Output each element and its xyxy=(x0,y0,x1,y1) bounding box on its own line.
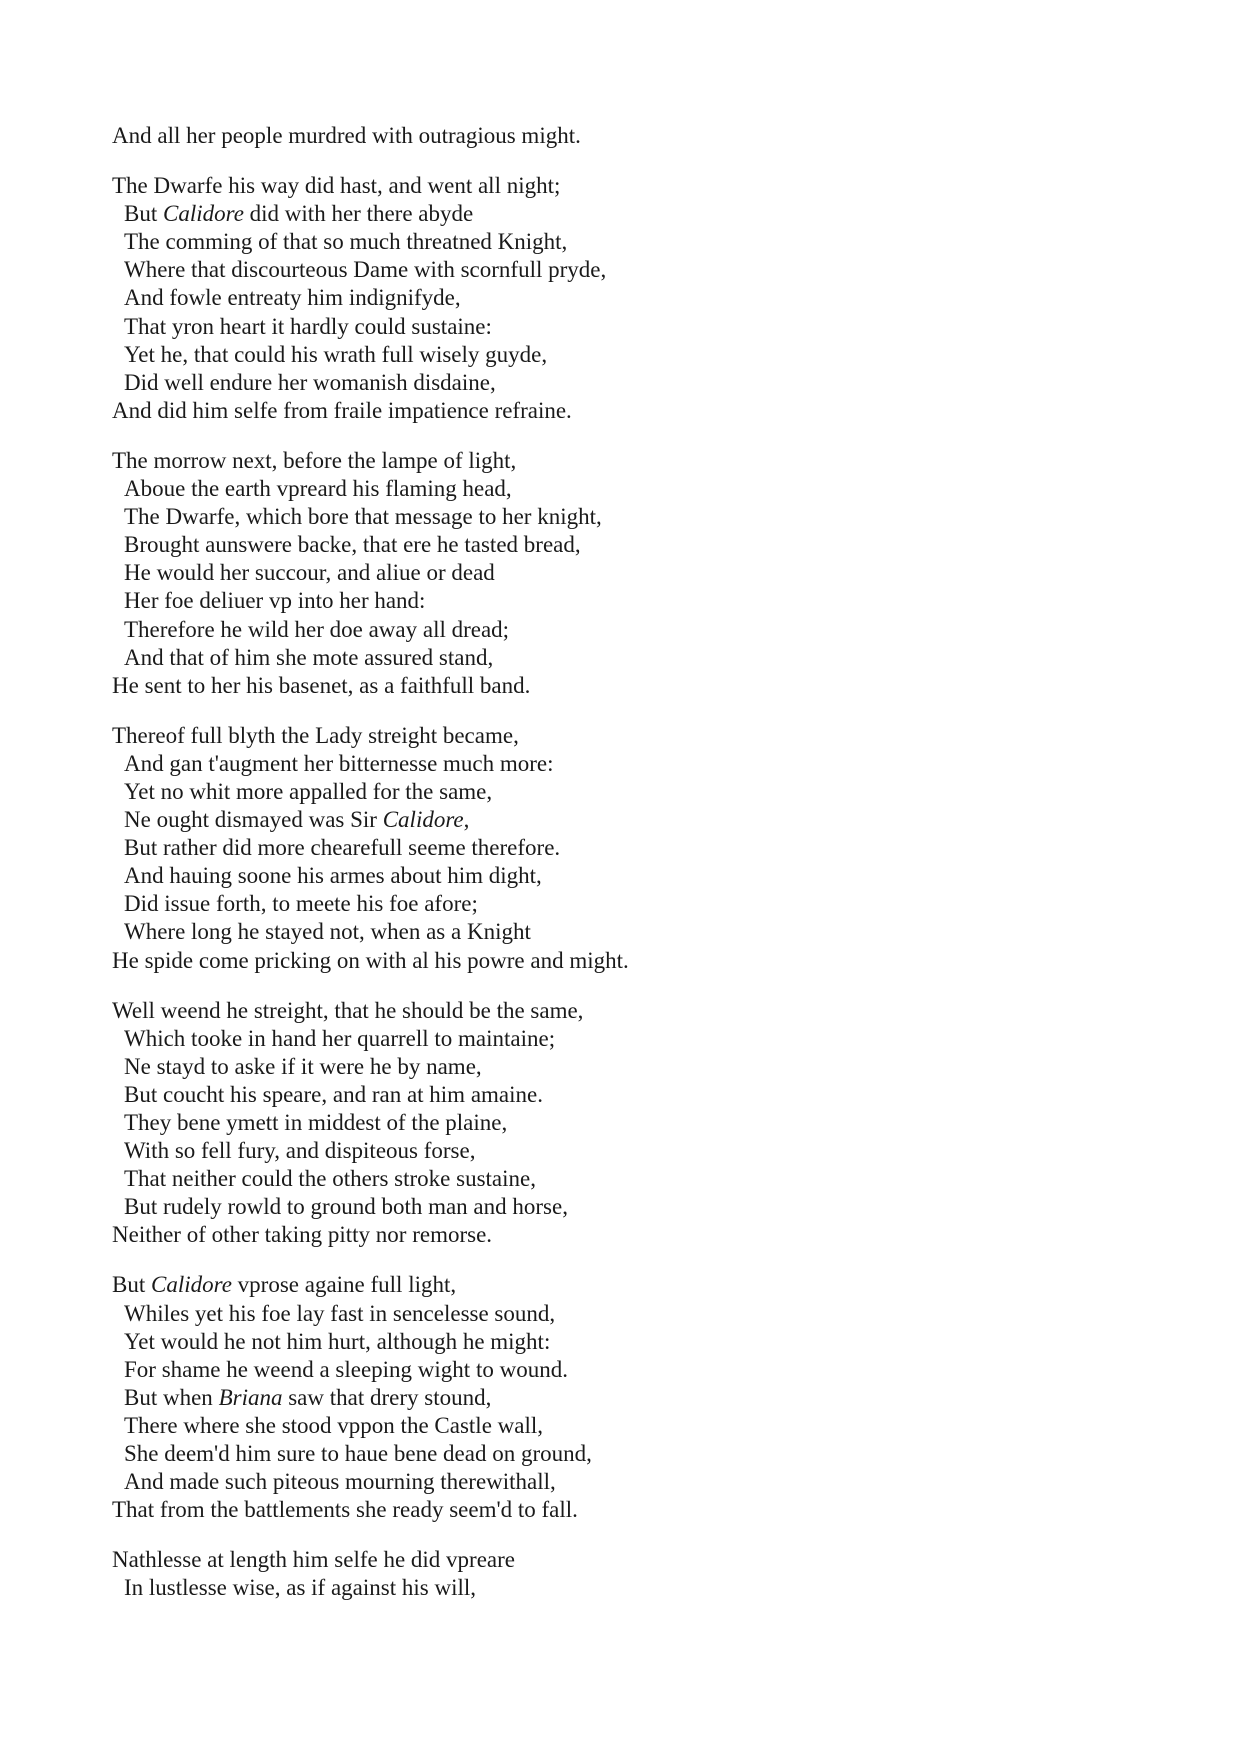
poem-line: He would her succour, and aliue or dead xyxy=(124,560,495,586)
line-text: But xyxy=(124,201,163,227)
italic-name: Calidore xyxy=(150,1272,232,1298)
poem-line: The morrow next, before the lampe of light, xyxy=(112,447,517,473)
stanza-gap xyxy=(112,150,1172,172)
poem-line: Where long he stayed not, when as a Knight xyxy=(124,919,531,945)
poem-line: Well weend he streight, that he should be the same, xyxy=(112,997,584,1023)
poem-line: That neither could the others stroke sustaine, xyxy=(124,1166,536,1192)
poem-line: Where that discourteous Dame with scornfull pryde, xyxy=(124,257,607,283)
poem-line xyxy=(112,1384,1172,1412)
poem-line: He sent to her his basenet, as a faithfull band. xyxy=(112,672,531,698)
line-text: saw that drery stound, xyxy=(282,1384,492,1410)
poem-line: She deem'd him sure to haue bene dead on ground, xyxy=(124,1441,592,1467)
poem-line xyxy=(112,806,1172,834)
poem-line: With so fell fury, and dispiteous forse, xyxy=(124,1138,476,1164)
line-text: Ne ought dismayed was Sir xyxy=(124,807,383,833)
stanza-gap xyxy=(112,1524,1172,1546)
poem-line: That from the battlements she ready seem'd to fall. xyxy=(112,1497,578,1523)
poem-line: Neither of other taking pitty nor remorse. xyxy=(112,1222,493,1248)
line-text: did with her there abyde xyxy=(243,201,474,227)
poem-line: And that of him she mote assured stand, xyxy=(124,644,494,670)
poem-line: And all her people murdred with outragious might. xyxy=(112,123,581,148)
poem-line: Ne stayd to aske if it were he by name, xyxy=(124,1053,482,1079)
stanza xyxy=(112,172,1172,425)
poem-line: But rudely rowld to ground both man and horse, xyxy=(124,1194,568,1220)
poem-line: And gan t'augment her bitternesse much more: xyxy=(124,750,554,776)
poem-line: The Dwarfe, which bore that message to her knight, xyxy=(124,504,602,530)
stanza xyxy=(112,122,1172,150)
poem-line: But coucht his speare, and ran at him amaine. xyxy=(124,1081,543,1107)
line-text: vprose againe full light, xyxy=(231,1272,457,1298)
poem-line: Did well endure her womanish disdaine, xyxy=(124,369,496,395)
stanza xyxy=(112,447,1172,700)
italic-name: Calidore xyxy=(382,807,464,833)
line-text: , xyxy=(463,807,470,833)
stanza xyxy=(112,722,1172,975)
stanza-gap xyxy=(112,700,1172,722)
poem-line: But rather did more chearefull seeme therefore. xyxy=(124,835,561,861)
italic-name: Calidore xyxy=(162,201,244,227)
poem-line: In lustlesse wise, as if against his will, xyxy=(124,1575,476,1601)
poem-line: And made such piteous mourning therewithall, xyxy=(124,1469,556,1495)
stanza-gap xyxy=(112,1249,1172,1271)
poem-line: And did him selfe from fraile impatience refraine. xyxy=(112,397,572,423)
poem-line: Yet would he not him hurt, although he might: xyxy=(124,1328,551,1354)
poem-line: Therefore he wild her doe away all dread; xyxy=(124,616,510,642)
poem-line: Aboue the earth vpreard his flaming head, xyxy=(124,476,512,502)
poem-line: He spide come pricking on with al his powre and might. xyxy=(112,947,629,973)
poem-line: Nathlesse at length him selfe he did vpreare xyxy=(112,1547,515,1573)
poem-line: And fowle entreaty him indignifyde, xyxy=(124,285,461,311)
poem-line: And hauing soone his armes about him dight, xyxy=(124,863,542,889)
poem-line: That yron heart it hardly could sustaine: xyxy=(124,313,492,339)
poem-line: Thereof full blyth the Lady streight became, xyxy=(112,722,519,748)
poem-line: There where she stood vppon the Castle wall, xyxy=(124,1412,543,1438)
poem-line: For shame he weend a sleeping wight to wound. xyxy=(124,1356,568,1382)
stanza xyxy=(112,1546,1172,1602)
poem-line: Did issue forth, to meete his foe afore; xyxy=(124,891,478,917)
poem-body xyxy=(112,122,1172,1603)
italic-name: Briana xyxy=(218,1384,283,1410)
stanza xyxy=(112,997,1172,1250)
poem-line: Her foe deliuer vp into her hand: xyxy=(124,588,426,614)
poem-line: The Dwarfe his way did hast, and went all night; xyxy=(112,173,561,199)
poem-line: The comming of that so much threatned Knight, xyxy=(124,229,568,255)
poem-line: Yet he, that could his wrath full wisely guyde, xyxy=(124,341,548,367)
poem-line: Yet no whit more appalled for the same, xyxy=(124,778,493,804)
stanza-gap xyxy=(112,975,1172,997)
poem-line: Whiles yet his foe lay fast in sencelesse sound, xyxy=(124,1300,556,1326)
poem-line xyxy=(112,200,1172,228)
poem-line: They bene ymett in middest of the plaine, xyxy=(124,1110,508,1135)
poem-line xyxy=(112,1271,1172,1299)
poem-line: Brought aunswere backe, that ere he tasted bread, xyxy=(124,532,581,558)
line-text: But xyxy=(112,1272,151,1298)
poem-line: Which tooke in hand her quarrell to maintaine; xyxy=(124,1025,556,1051)
line-text: But when xyxy=(124,1384,219,1410)
stanza xyxy=(112,1271,1172,1524)
stanza-gap xyxy=(112,425,1172,447)
